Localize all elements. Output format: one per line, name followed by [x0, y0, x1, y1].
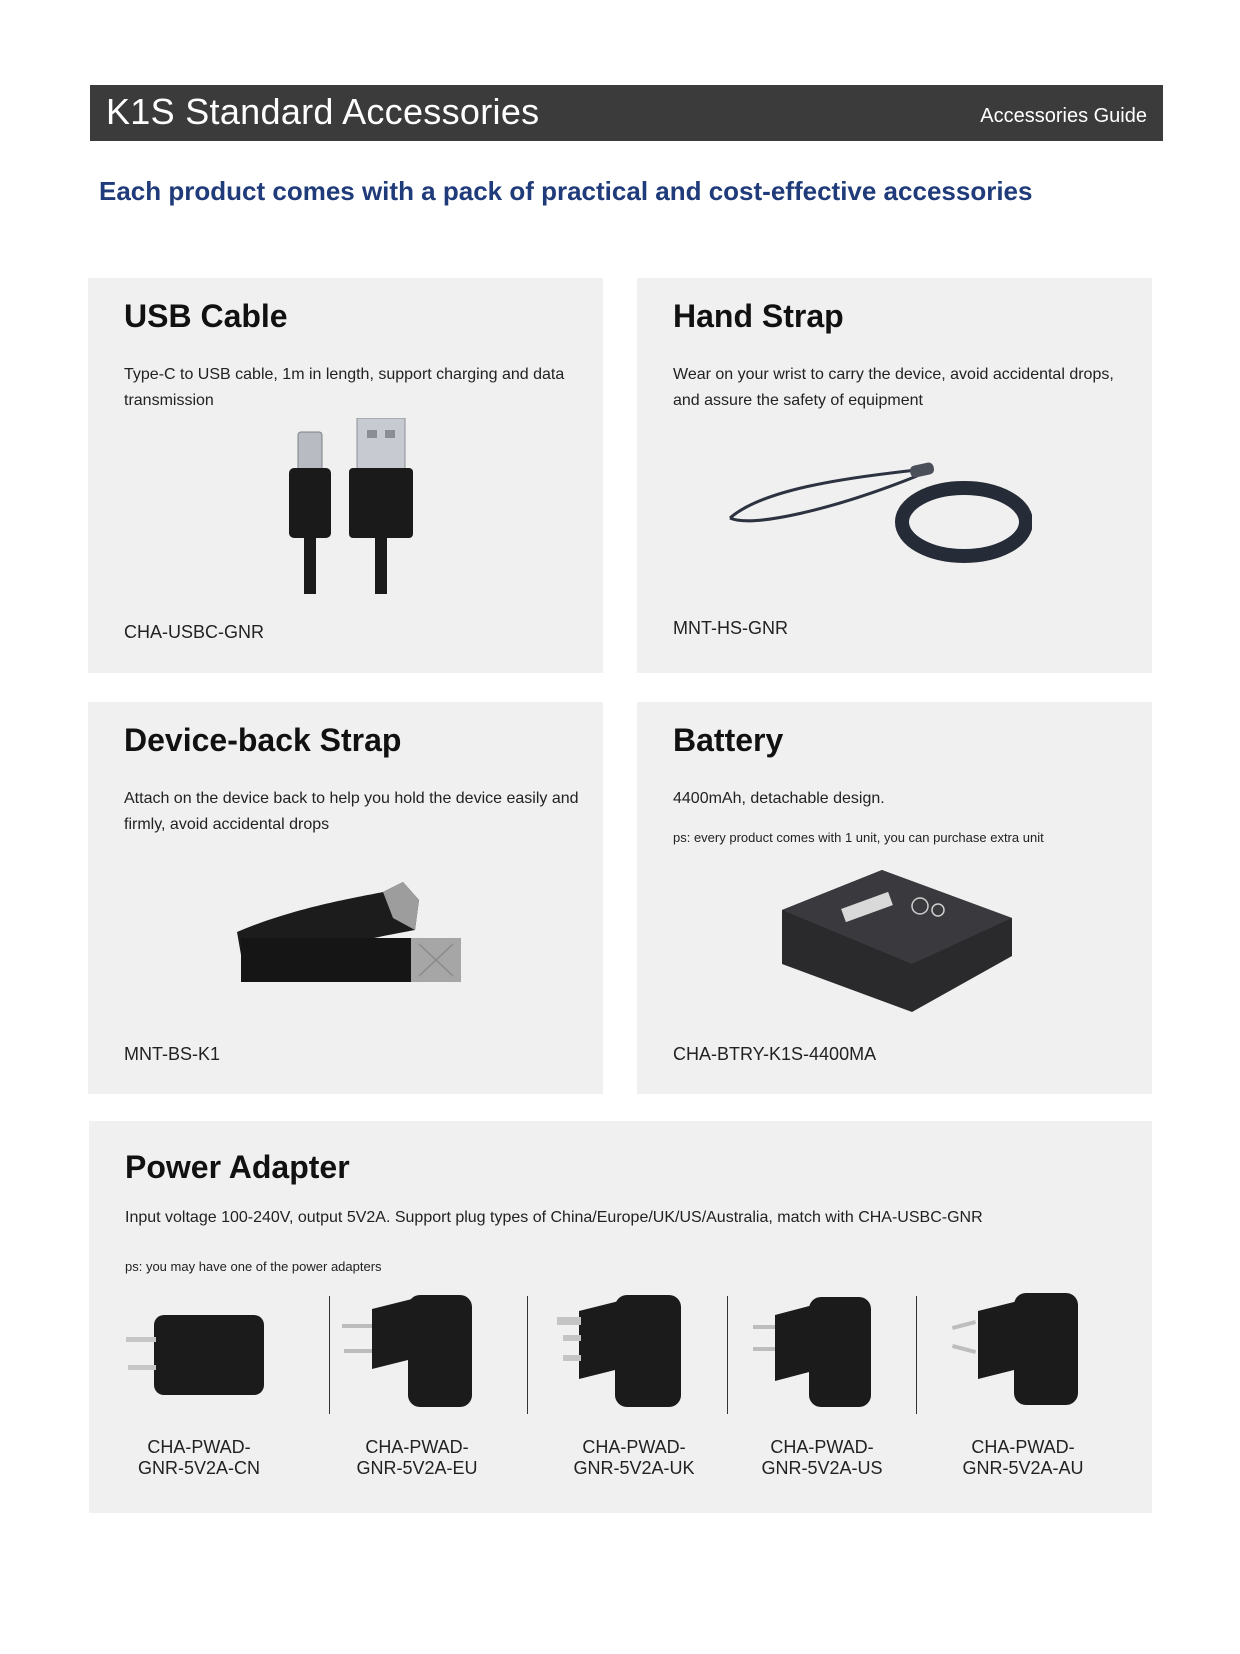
card-description: Attach on the device back to help you hold the device easily and firmly, avoid accidental drops [124, 790, 579, 833]
divider [527, 1296, 528, 1414]
card-title: Device-back Strap [124, 722, 402, 758]
tagline: Each product comes with a pack of practical and cost-effective accessories [99, 176, 1033, 206]
card-usb-cable [88, 278, 603, 673]
divider [916, 1296, 917, 1414]
card-description: Input voltage 100-240V, output 5V2A. Support plug types of China/Europe/UK/US/Australia, match with CHA-USBC-GNR [125, 1209, 983, 1226]
page-subtitle: Accessories Guide [980, 105, 1147, 127]
card-description: 4400mAh, detachable design. [673, 790, 885, 807]
adapter-code: CHA-PWAD- GNR-5V2A-UK [573, 1437, 695, 1478]
card-hand-strap [637, 278, 1152, 673]
product-code: MNT-HS-GNR [673, 618, 788, 638]
adapter-us-image [727, 1289, 917, 1409]
hand-strap-image [722, 460, 1032, 580]
usb-cable-image [283, 418, 443, 598]
adapter-uk [539, 1289, 729, 1489]
card-title: Power Adapter [125, 1149, 350, 1185]
product-code: MNT-BS-K1 [124, 1044, 221, 1064]
adapter-us [727, 1289, 917, 1489]
adapter-eu [322, 1289, 512, 1489]
card-note: ps: you may have one of the power adapters [125, 1259, 382, 1274]
card-battery [637, 702, 1152, 1094]
adapter-au-image [928, 1289, 1118, 1409]
adapter-code: CHA-PWAD- GNR-5V2A-AU [962, 1437, 1084, 1478]
card-description: Type-C to USB cable, 1m in length, support charging and data transmission [124, 366, 565, 409]
adapter-cn-image [104, 1289, 294, 1409]
adapter-code: CHA-PWAD- GNR-5V2A-EU [356, 1437, 478, 1478]
product-code: CHA-BTRY-K1S-4400MA [673, 1044, 877, 1064]
card-title: USB Cable [124, 298, 288, 334]
card-title: Battery [673, 722, 784, 758]
adapter-code: CHA-PWAD- GNR-5V2A-US [761, 1437, 883, 1478]
battery-image [772, 866, 1022, 1016]
page-title: K1S Standard Accessories [106, 91, 540, 132]
product-code: CHA-USBC-GNR [124, 622, 265, 642]
adapter-code: CHA-PWAD- GNR-5V2A-CN [137, 1437, 261, 1478]
adapter-eu-image [322, 1289, 512, 1409]
device-back-strap-image [233, 878, 473, 988]
adapter-uk-image [539, 1289, 729, 1409]
adapter-cn [104, 1289, 294, 1489]
card-power-adapter [89, 1121, 1152, 1513]
adapter-au [928, 1289, 1118, 1489]
card-description: Wear on your wrist to carry the device, avoid accidental drops, and assure the safety of equipment [673, 366, 1114, 409]
card-device-back-strap [88, 702, 603, 1094]
header-bar [90, 85, 1163, 141]
card-title: Hand Strap [673, 298, 844, 334]
card-note: ps: every product comes with 1 unit, you can purchase extra unit [673, 830, 1044, 845]
